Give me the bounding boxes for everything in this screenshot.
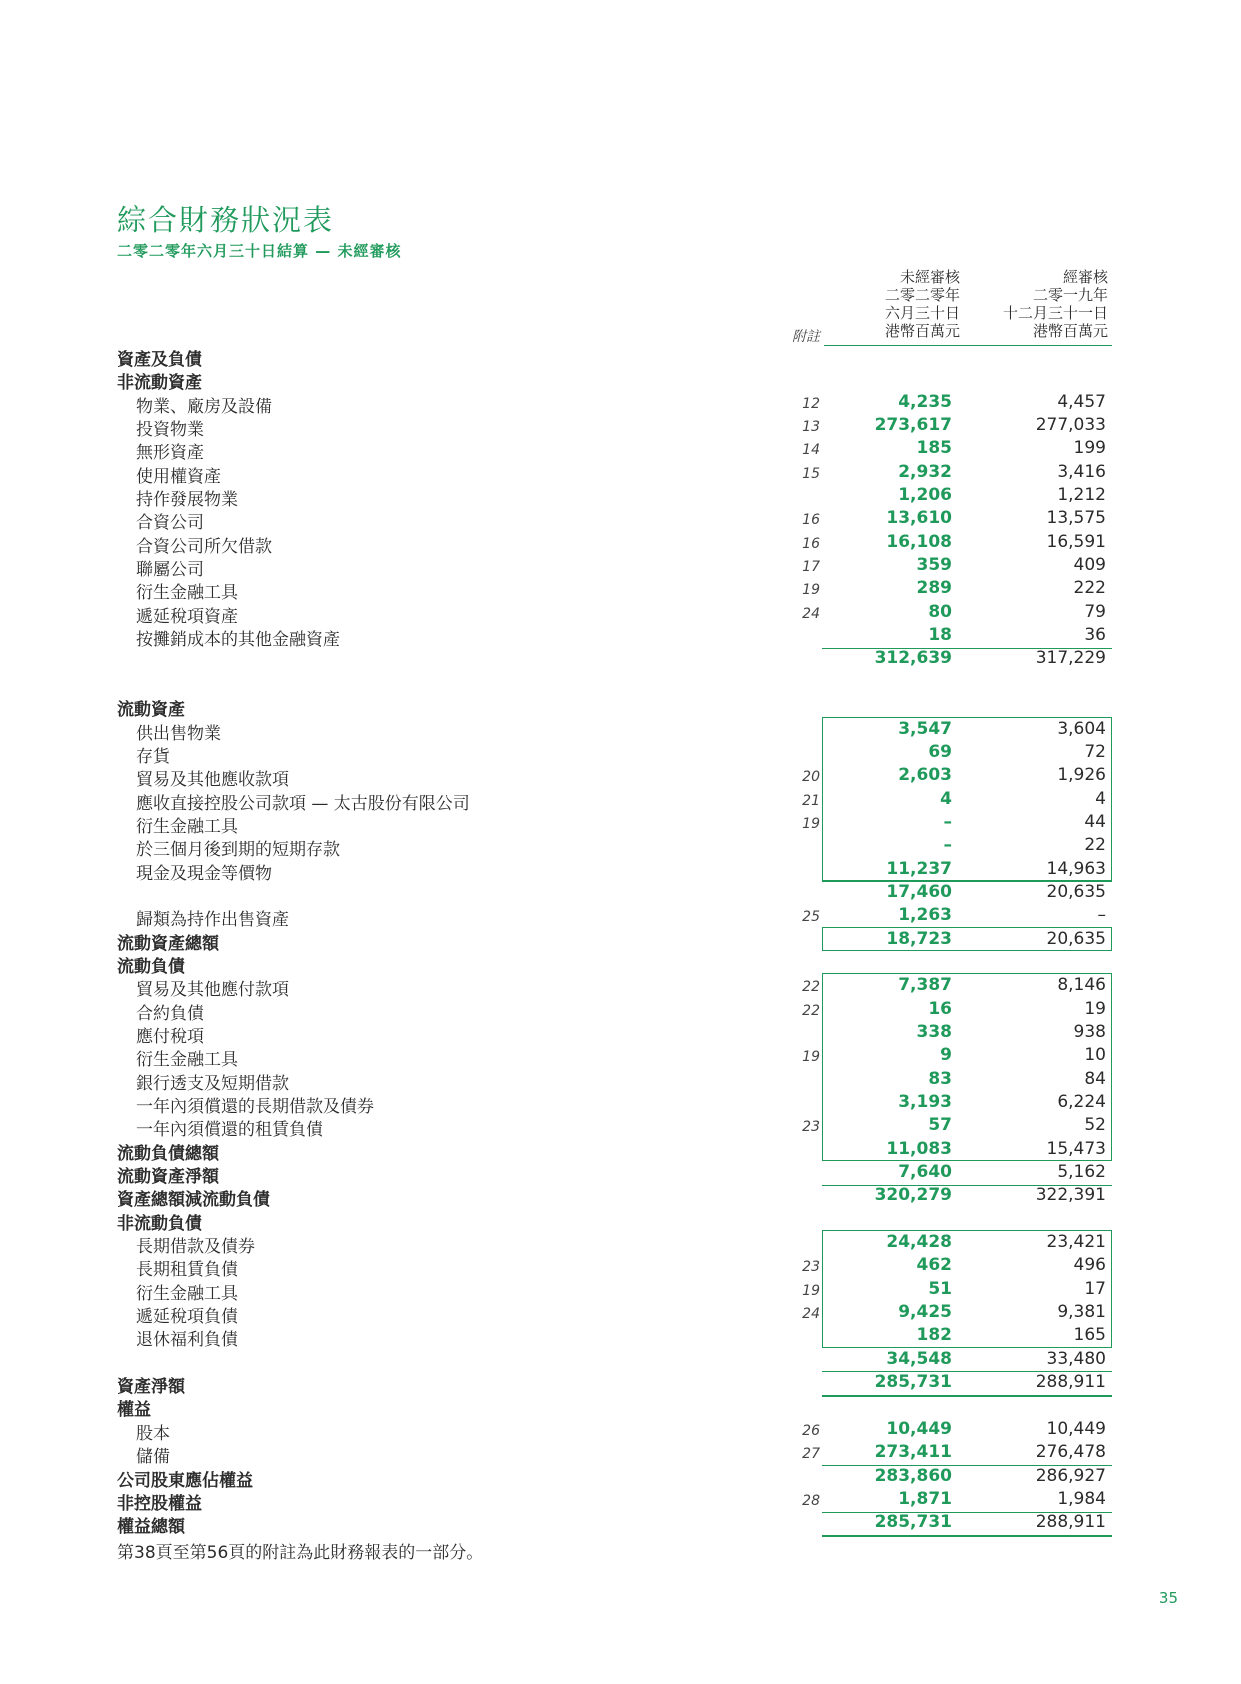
row-label: 存貨 bbox=[136, 746, 170, 767]
row-value-current: 3,193 bbox=[898, 1092, 952, 1112]
subtotal-rule bbox=[822, 1371, 1112, 1372]
row-note: 17 bbox=[802, 559, 820, 576]
column-header-line: 未經審核 bbox=[899, 268, 960, 286]
table-row bbox=[0, 1394, 1241, 1421]
table-row bbox=[0, 1441, 1241, 1468]
total-rule bbox=[822, 1535, 1112, 1537]
page-subtitle: 二零二零年六月三十日結算 — 未經審核 bbox=[117, 242, 402, 260]
row-label: 按攤銷成本的其他金融資產 bbox=[136, 630, 340, 651]
page-title: 綜合財務狀況表 bbox=[117, 203, 335, 237]
row-value-previous: 19 bbox=[1084, 998, 1106, 1019]
row-value-current: 17,460 bbox=[886, 881, 952, 902]
subtotal-box bbox=[822, 973, 1112, 1161]
row-value-current: 1,263 bbox=[898, 905, 952, 926]
row-value-previous: 409 bbox=[1073, 555, 1106, 576]
row-label: 流動資產總額 bbox=[117, 933, 219, 954]
row-label: 非流動資產 bbox=[117, 373, 202, 394]
row-value-current: 51 bbox=[928, 1278, 952, 1299]
row-label: 貿易及其他應付款項 bbox=[136, 980, 289, 1001]
column-header-previous bbox=[972, 268, 1108, 340]
row-label: 衍生金融工具 bbox=[136, 1050, 238, 1071]
row-label: 無形資產 bbox=[136, 443, 204, 464]
row-value-previous: 52 bbox=[1084, 1115, 1106, 1136]
subtotal-box bbox=[822, 1230, 1112, 1348]
row-value-previous: 72 bbox=[1084, 741, 1106, 762]
row-label: 於三個月後到期的短期存款 bbox=[136, 840, 340, 861]
row-label: 衍生金融工具 bbox=[136, 816, 238, 837]
row-note: 25 bbox=[802, 909, 820, 926]
table-row bbox=[0, 344, 1241, 370]
row-value-previous: 9,381 bbox=[1057, 1302, 1106, 1323]
row-value-current: 3,547 bbox=[898, 718, 952, 739]
row-value-current: 4,235 bbox=[898, 391, 952, 412]
row-label: 儲備 bbox=[136, 1447, 170, 1468]
total-rule bbox=[822, 1395, 1112, 1397]
row-label: 流動資產 bbox=[117, 700, 185, 721]
table-row bbox=[0, 484, 1241, 511]
row-value-current: 273,617 bbox=[874, 415, 952, 436]
table-row bbox=[0, 554, 1241, 581]
row-note: 19 bbox=[802, 815, 820, 832]
column-header-line: 港幣百萬元 bbox=[884, 322, 960, 340]
column-header-line: 經審核 bbox=[1062, 268, 1108, 286]
row-label: 使用權資產 bbox=[136, 466, 221, 487]
row-label: 流動負債 bbox=[117, 956, 185, 977]
row-value-current: 18 bbox=[928, 625, 952, 646]
row-note: 20 bbox=[802, 769, 820, 786]
subtotal-rule bbox=[822, 881, 1112, 882]
row-value-current: 9 bbox=[940, 1045, 952, 1066]
row-note: 16 bbox=[802, 512, 820, 529]
row-value-current: 320,279 bbox=[874, 1185, 952, 1206]
table-row bbox=[0, 624, 1241, 651]
row-value-previous: 286,927 bbox=[1035, 1465, 1106, 1486]
row-value-current: 7,387 bbox=[898, 975, 952, 996]
row-label: 退休福利負債 bbox=[136, 1330, 238, 1351]
table-row bbox=[0, 1184, 1241, 1211]
row-value-previous: 165 bbox=[1073, 1325, 1106, 1346]
row-value-previous: 8,146 bbox=[1057, 975, 1106, 996]
row-value-previous: 3,416 bbox=[1057, 461, 1106, 482]
row-value-previous: 15,473 bbox=[1046, 1138, 1106, 1159]
row-value-previous: 1,212 bbox=[1057, 485, 1106, 506]
row-value-previous: 36 bbox=[1084, 625, 1106, 646]
row-label: 長期租賃負債 bbox=[136, 1260, 238, 1281]
row-value-previous: 84 bbox=[1084, 1068, 1106, 1089]
column-header-line: 二零二零年 bbox=[884, 286, 960, 304]
row-value-current: 462 bbox=[916, 1255, 952, 1276]
table-row bbox=[0, 694, 1241, 721]
row-value-current: 83 bbox=[928, 1068, 952, 1089]
row-value-previous: 16,591 bbox=[1046, 531, 1106, 552]
column-header-note: 附註 bbox=[792, 329, 820, 345]
row-value-current: 2,603 bbox=[898, 765, 952, 786]
row-value-previous: 277,033 bbox=[1035, 415, 1106, 436]
row-value-previous: 317,229 bbox=[1035, 648, 1106, 669]
row-value-previous: 10,449 bbox=[1046, 1418, 1106, 1439]
row-label: 非流動負債 bbox=[117, 1213, 202, 1234]
row-label: 流動資產淨額 bbox=[117, 1167, 219, 1188]
row-label: 遞延稅項負債 bbox=[136, 1307, 238, 1328]
row-value-previous: 13,575 bbox=[1046, 508, 1106, 529]
row-value-current: 10,449 bbox=[886, 1418, 952, 1439]
row-note: 19 bbox=[802, 582, 820, 599]
row-value-previous: 6,224 bbox=[1057, 1092, 1106, 1112]
table-row bbox=[0, 367, 1241, 394]
row-value-previous: 5,162 bbox=[1057, 1162, 1106, 1183]
row-label: 現金及現金等價物 bbox=[136, 863, 272, 884]
row-value-current: 185 bbox=[916, 438, 952, 459]
row-value-previous: 222 bbox=[1073, 578, 1106, 599]
row-value-current: 182 bbox=[916, 1325, 952, 1346]
row-note: 22 bbox=[802, 979, 820, 996]
row-value-previous: 33,480 bbox=[1046, 1348, 1106, 1369]
subtotal-rule bbox=[822, 1512, 1112, 1513]
row-label: 流動負債總額 bbox=[117, 1143, 219, 1164]
row-value-previous: 322,391 bbox=[1035, 1185, 1106, 1206]
row-value-current: 57 bbox=[928, 1115, 952, 1136]
row-value-current: 1,206 bbox=[898, 485, 952, 506]
row-value-current: 69 bbox=[928, 741, 952, 762]
row-value-current: 9,425 bbox=[898, 1302, 952, 1323]
row-value-current: 312,639 bbox=[874, 648, 952, 669]
table-row bbox=[0, 881, 1241, 904]
footnote: 第38頁至第56頁的附註為此財務報表的一部分。 bbox=[117, 1543, 484, 1563]
row-value-current: – bbox=[943, 835, 952, 856]
table-row bbox=[0, 577, 1241, 604]
row-note: 16 bbox=[802, 535, 820, 552]
table-row bbox=[0, 414, 1241, 441]
subtotal-rule bbox=[822, 648, 1112, 649]
row-value-current: 16 bbox=[928, 998, 952, 1019]
row-value-current: 338 bbox=[916, 1021, 952, 1042]
row-value-previous: 17 bbox=[1084, 1278, 1106, 1299]
row-value-previous: 22 bbox=[1084, 835, 1106, 856]
table-row bbox=[0, 601, 1241, 627]
column-header-line: 港幣百萬元 bbox=[1032, 322, 1108, 340]
table-row bbox=[0, 1161, 1241, 1188]
row-value-previous: 3,604 bbox=[1057, 718, 1106, 739]
row-value-current: 289 bbox=[916, 578, 952, 599]
table-row bbox=[0, 951, 1241, 977]
row-value-previous: 496 bbox=[1073, 1255, 1106, 1276]
row-value-previous: 4 bbox=[1095, 788, 1106, 809]
row-label: 歸類為持作出售資產 bbox=[136, 910, 289, 931]
column-header-line: 二零一九年 bbox=[1032, 286, 1108, 304]
subtotal-box bbox=[822, 717, 1112, 881]
table-row bbox=[0, 507, 1241, 534]
subtotal-box bbox=[822, 927, 1112, 951]
table-row bbox=[0, 1488, 1241, 1514]
table-row bbox=[0, 647, 1241, 670]
row-label: 衍生金融工具 bbox=[136, 1283, 238, 1304]
table-row bbox=[0, 1465, 1241, 1491]
row-label: 權益總額 bbox=[117, 1517, 185, 1538]
row-note: 26 bbox=[802, 1422, 820, 1439]
row-note: 27 bbox=[802, 1446, 820, 1463]
row-note: 22 bbox=[802, 1002, 820, 1019]
row-label: 資產及負債 bbox=[117, 350, 202, 370]
table-row bbox=[0, 1208, 1241, 1234]
row-value-previous: 1,984 bbox=[1057, 1488, 1106, 1509]
table-row bbox=[0, 1371, 1241, 1398]
subtotal-rule bbox=[822, 1465, 1112, 1466]
row-label: 銀行透支及短期借款 bbox=[136, 1073, 289, 1094]
row-value-previous: 14,963 bbox=[1046, 858, 1106, 879]
row-value-current: 7,640 bbox=[898, 1162, 952, 1183]
row-label: 股本 bbox=[136, 1423, 170, 1444]
row-note: 24 bbox=[802, 1306, 820, 1323]
row-note: 19 bbox=[802, 1282, 820, 1299]
row-value-previous: 4,457 bbox=[1057, 391, 1106, 412]
row-label: 供出售物業 bbox=[136, 723, 221, 744]
column-header-line: 六月三十日 bbox=[884, 304, 960, 322]
row-note: 21 bbox=[802, 792, 820, 809]
table-row bbox=[0, 461, 1241, 487]
row-value-current: 13,610 bbox=[886, 508, 952, 529]
row-value-current: 285,731 bbox=[874, 1512, 952, 1533]
row-label: 長期借款及債券 bbox=[136, 1237, 255, 1258]
row-label: 應付稅項 bbox=[136, 1026, 204, 1047]
row-label: 應收直接控股公司款項 — 太古股份有限公司 bbox=[136, 793, 470, 814]
row-value-previous: 288,911 bbox=[1035, 1372, 1106, 1393]
row-label: 合資公司所欠借款 bbox=[136, 536, 272, 557]
table-row bbox=[0, 391, 1241, 417]
subtotal-rule bbox=[822, 1185, 1112, 1186]
table-row bbox=[0, 671, 1241, 694]
row-value-current: 285,731 bbox=[874, 1372, 952, 1393]
row-label: 合資公司 bbox=[136, 513, 204, 534]
row-value-current: 1,871 bbox=[898, 1488, 952, 1509]
row-value-previous: – bbox=[1097, 905, 1106, 926]
row-value-previous: 79 bbox=[1084, 601, 1106, 622]
row-note: 14 bbox=[802, 442, 820, 459]
row-note: 19 bbox=[802, 1049, 820, 1066]
row-value-previous: 20,635 bbox=[1046, 881, 1106, 902]
table-row bbox=[0, 904, 1241, 931]
row-label: 資產總額減流動負債 bbox=[117, 1190, 270, 1211]
row-value-current: 80 bbox=[928, 601, 952, 622]
table-row bbox=[0, 1348, 1241, 1371]
row-label: 資產淨額 bbox=[117, 1377, 185, 1398]
row-value-current: 34,548 bbox=[886, 1348, 952, 1369]
row-note: 13 bbox=[802, 419, 820, 436]
row-value-current: 11,083 bbox=[886, 1138, 952, 1159]
row-label: 聯屬公司 bbox=[136, 560, 204, 581]
row-label: 權益 bbox=[117, 1400, 151, 1421]
row-value-current: 359 bbox=[916, 555, 952, 576]
row-label: 物業、廠房及設備 bbox=[136, 396, 272, 417]
row-note: 23 bbox=[802, 1259, 820, 1276]
row-value-current: 2,932 bbox=[898, 461, 952, 482]
row-label: 衍生金融工具 bbox=[136, 583, 238, 604]
row-value-current: 11,237 bbox=[886, 858, 952, 879]
row-value-current: 18,723 bbox=[886, 928, 952, 949]
column-header-line: 十二月三十一日 bbox=[1002, 304, 1108, 322]
row-value-previous: 44 bbox=[1084, 811, 1106, 832]
row-value-current: – bbox=[943, 811, 952, 832]
row-value-previous: 1,926 bbox=[1057, 765, 1106, 786]
row-label: 一年內須償還的租賃負債 bbox=[136, 1120, 323, 1141]
page-number: 35 bbox=[1158, 1589, 1178, 1607]
row-label: 一年內須償還的長期借款及債券 bbox=[136, 1097, 374, 1117]
row-value-previous: 10 bbox=[1084, 1045, 1106, 1066]
row-note: 12 bbox=[802, 395, 820, 412]
row-label: 非控股權益 bbox=[117, 1493, 202, 1514]
row-value-current: 4 bbox=[940, 788, 952, 809]
table-row bbox=[0, 531, 1241, 557]
row-label: 公司股東應佔權益 bbox=[117, 1470, 253, 1491]
table-row bbox=[0, 437, 1241, 464]
table-row bbox=[0, 1418, 1241, 1444]
row-note: 24 bbox=[802, 605, 820, 622]
row-value-previous: 199 bbox=[1073, 438, 1106, 459]
row-value-current: 24,428 bbox=[886, 1232, 952, 1253]
row-label: 遞延稅項資產 bbox=[136, 606, 238, 627]
row-value-previous: 20,635 bbox=[1046, 928, 1106, 949]
row-value-previous: 276,478 bbox=[1035, 1442, 1106, 1463]
row-value-previous: 938 bbox=[1073, 1021, 1106, 1042]
column-header-current bbox=[822, 268, 960, 340]
row-note: 23 bbox=[802, 1119, 820, 1136]
row-value-current: 273,411 bbox=[874, 1442, 952, 1463]
row-value-previous: 23,421 bbox=[1046, 1232, 1106, 1253]
row-value-current: 283,860 bbox=[874, 1465, 952, 1486]
row-label: 持作發展物業 bbox=[136, 490, 238, 511]
row-label: 投資物業 bbox=[136, 420, 204, 441]
row-label: 貿易及其他應收款項 bbox=[136, 770, 289, 791]
table-row bbox=[0, 1511, 1241, 1538]
row-value-previous: 288,911 bbox=[1035, 1512, 1106, 1533]
row-value-current: 16,108 bbox=[886, 531, 952, 552]
row-note: 28 bbox=[802, 1492, 820, 1509]
row-note: 15 bbox=[802, 465, 820, 482]
row-label: 合約負債 bbox=[136, 1003, 204, 1024]
